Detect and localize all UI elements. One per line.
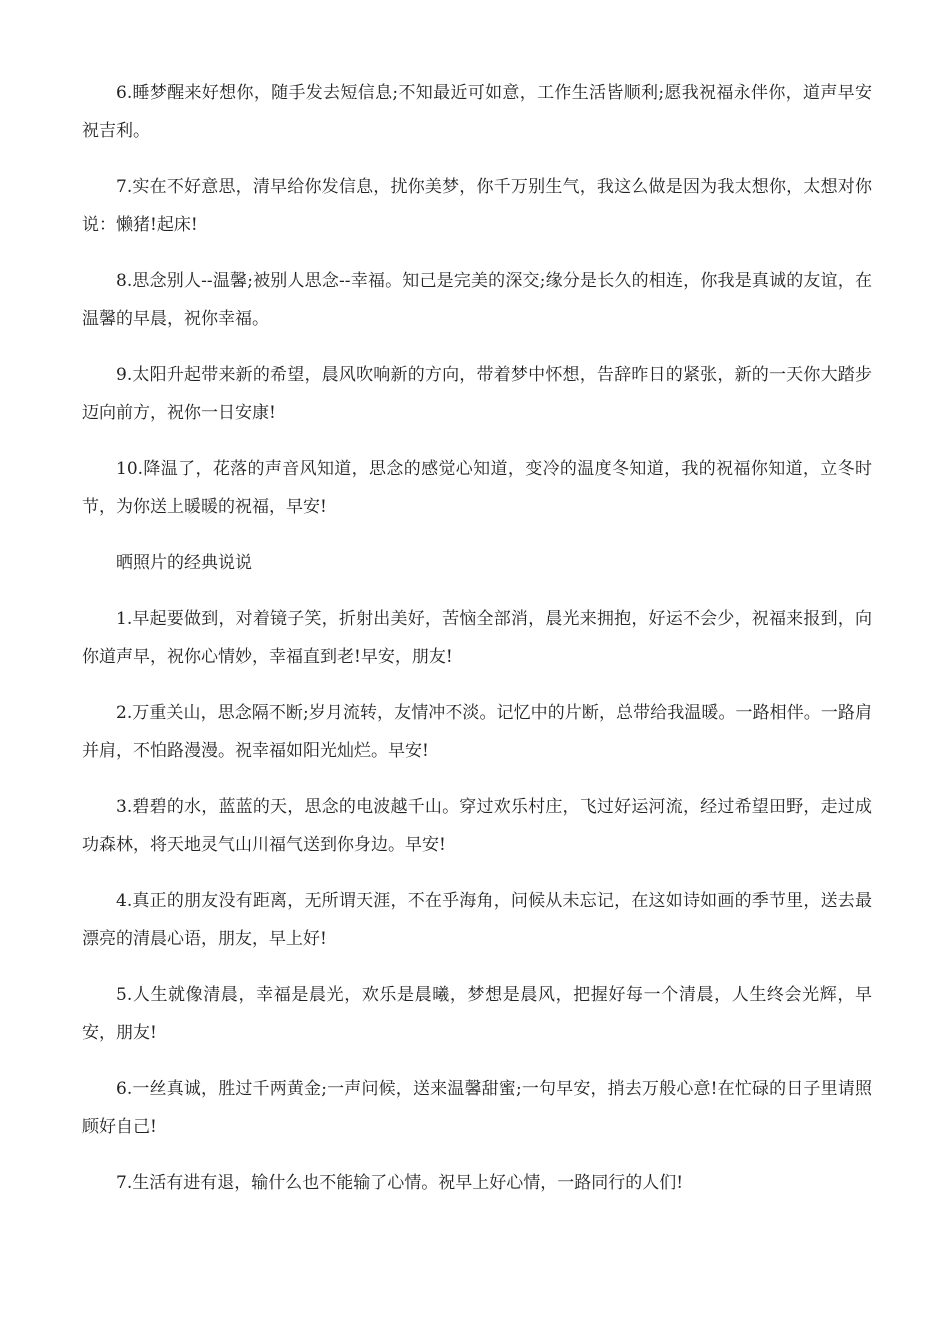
paragraph: 6.睡梦醒来好想你，随手发去短信息;不知最近可如意，工作生活皆顺利;愿我祝福永伴你，道声早安祝吉利。 xyxy=(82,83,872,141)
paragraph: 5.人生就像清晨，幸福是晨光，欢乐是晨曦，梦想是晨风，把握好每一个清晨，人生终会光辉，早安，朋友! xyxy=(82,985,872,1043)
paragraph: 7.生活有进有退，输什么也不能输了心情。祝早上好心情，一路同行的人们! xyxy=(116,1173,684,1193)
paragraph: 8.思念别人--温馨;被别人思念--幸福。知己是完美的深交;缘分是长久的相连，你我是真诚的友谊，在温馨的早晨，祝你幸福。 xyxy=(82,271,872,329)
paragraph: 10.降温了，花落的声音风知道，思念的感觉心知道，变冷的温度冬知道，我的祝福你知道，立冬时节，为你送上暖暖的祝福，早安! xyxy=(82,459,872,517)
paragraph: 7.实在不好意思，清早给你发信息，扰你美梦，你千万别生气，我这么做是因为我太想你，太想对你说：懒猪!起床! xyxy=(82,177,872,235)
paragraph: 4.真正的朋友没有距离，无所谓天涯，不在乎海角，问候从未忘记，在这如诗如画的季节里，送去最漂亮的清晨心语，朋友，早上好! xyxy=(82,891,872,949)
paragraph: 3.碧碧的水，蓝蓝的天，思念的电波越千山。穿过欢乐村庄，飞过好运河流，经过希望田野，走过成功森林，将天地灵气山川福气送到你身边。早安! xyxy=(82,797,872,855)
section-heading: 晒照片的经典说说 xyxy=(116,553,252,573)
paragraph: 9.太阳升起带来新的希望，晨风吹响新的方向，带着梦中怀想，告辞昨日的紧张，新的一天你大踏步迈向前方，祝你一日安康! xyxy=(82,365,872,423)
document-content xyxy=(82,74,872,1220)
paragraph: 1.早起要做到，对着镜子笑，折射出美好，苦恼全部消，晨光来拥抱，好运不会少，祝福来报到，向你道声早，祝你心情妙，幸福直到老!早安，朋友! xyxy=(82,609,872,667)
paragraph: 2.万重关山，思念隔不断;岁月流转，友情冲不淡。记忆中的片断，总带给我温暖。一路相伴。一路肩并肩，不怕路漫漫。祝幸福如阳光灿烂。早安! xyxy=(82,703,872,761)
paragraph: 6.一丝真诚，胜过千两黄金;一声问候，送来温馨甜蜜;一句早安，捎去万般心意!在忙碌的日子里请照顾好自己! xyxy=(82,1079,872,1137)
